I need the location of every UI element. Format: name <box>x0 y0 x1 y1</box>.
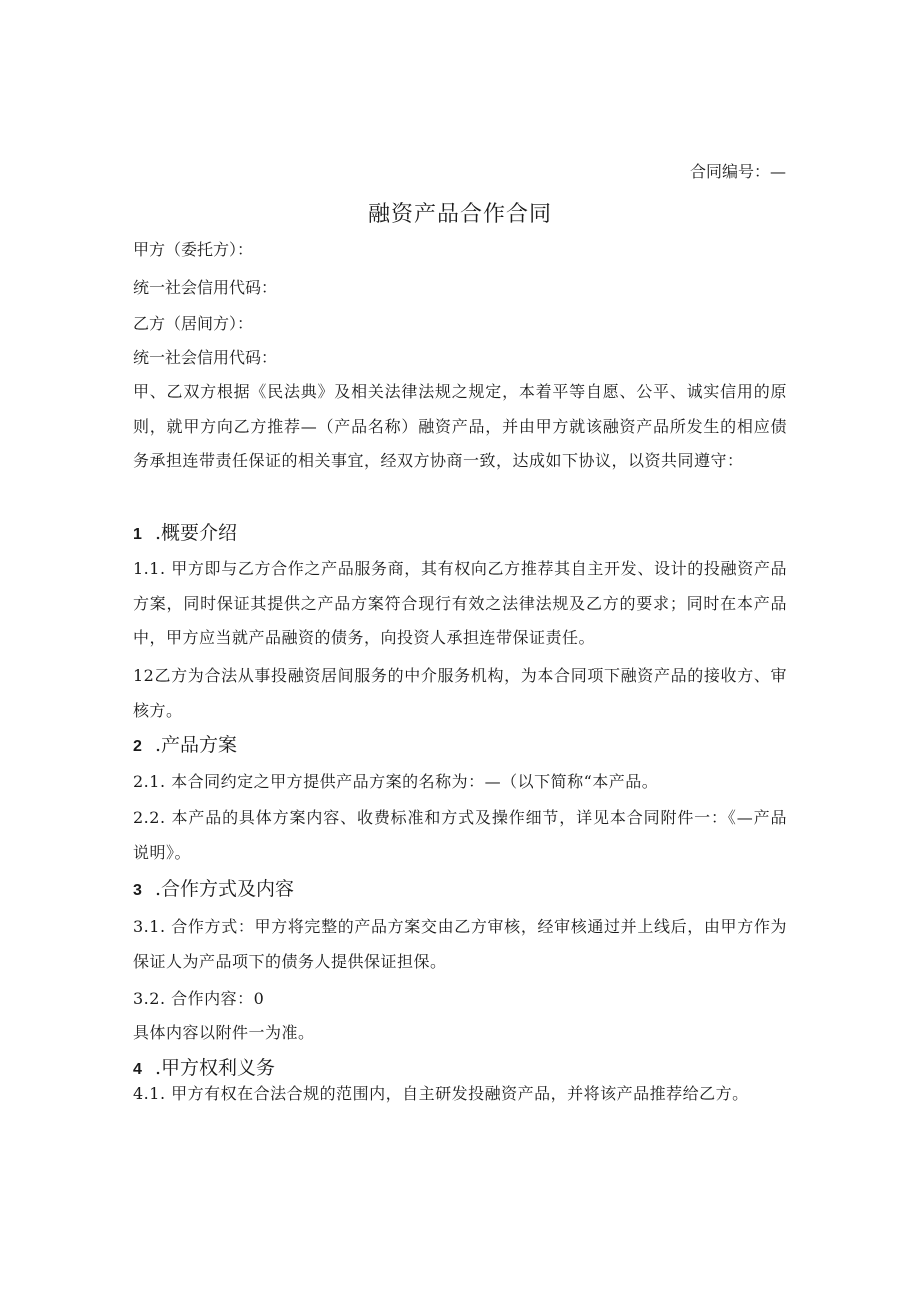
clause-3-1: 3.1. 合作方式：甲方将完整的产品方案交由乙方审核，经审核通过并上线后，由甲方作为保证人为产品项下的债务人提供保证担保。 <box>133 917 787 971</box>
clause-2-1: 2.1. 本合同约定之甲方提供产品方案的名称为：—（以下简称“本产品。 <box>133 772 659 791</box>
section-heading-1 <box>133 519 237 549</box>
contract-number-label: 合同编号：— <box>689 162 786 181</box>
clause-2-2: 2.2. 本产品的具体方案内容、收费标准和方式及操作细节，详见本合同附件一：《—产品说明》。 <box>133 808 787 862</box>
section-number: 2 <box>133 738 142 755</box>
clause-1-2: 12乙方为合法从事投融资居间服务的中介服务机构，为本合同项下融资产品的接收方、审核方。 <box>133 666 787 720</box>
preamble-paragraph: 甲、乙双方根据《民法典》及相关法律法规之规定，本着平等自愿、公平、诚实信用的原则，就甲方向乙方推荐—（产品名称）融资产品，并由甲方就该融资产品所发生的相应债务承担连带责任保证的相关事宜，经双方协商一致，达成如下协议，以资共同遵守： <box>133 382 787 470</box>
section-heading-2 <box>133 731 237 761</box>
clause-1-1: 1.1. 甲方即与乙方合作之产品服务商，其有权向乙方推荐其自主开发、设计的投融资产品方案，同时保证其提供之产品方案符合现行有效之法律法规及乙方的要求；同时在本产品中，甲方应当就产品融资的债务，向投资人承担连带保证责任。 <box>133 559 787 647</box>
clause-3-2: 3.2. 合作内容：0 <box>133 989 265 1008</box>
clause-3-note: 具体内容以附件一为准。 <box>133 1023 315 1042</box>
party-b-line: 乙方（居间方）： <box>133 314 254 333</box>
section-title: .甲方权利义务 <box>155 1057 276 1079</box>
document-title: 融资产品合作合同 <box>367 202 552 227</box>
section-number: 3 <box>133 882 142 899</box>
section-title: .产品方案 <box>155 734 238 756</box>
section-number: 4 <box>133 1061 142 1078</box>
section-title: .合作方式及内容 <box>155 878 295 900</box>
party-b-credit-code: 统一社会信用代码： <box>133 348 278 367</box>
section-heading-3 <box>133 875 294 905</box>
party-a-line: 甲方（委托方）： <box>133 240 254 259</box>
section-number: 1 <box>133 526 142 543</box>
section-title: .概要介绍 <box>155 522 238 544</box>
party-a-credit-code: 统一社会信用代码： <box>133 278 278 297</box>
clause-4-1: 4.1. 甲方有权在合法合规的范围内，自主研发投融资产品，并将该产品推荐给乙方。 <box>133 1084 749 1103</box>
